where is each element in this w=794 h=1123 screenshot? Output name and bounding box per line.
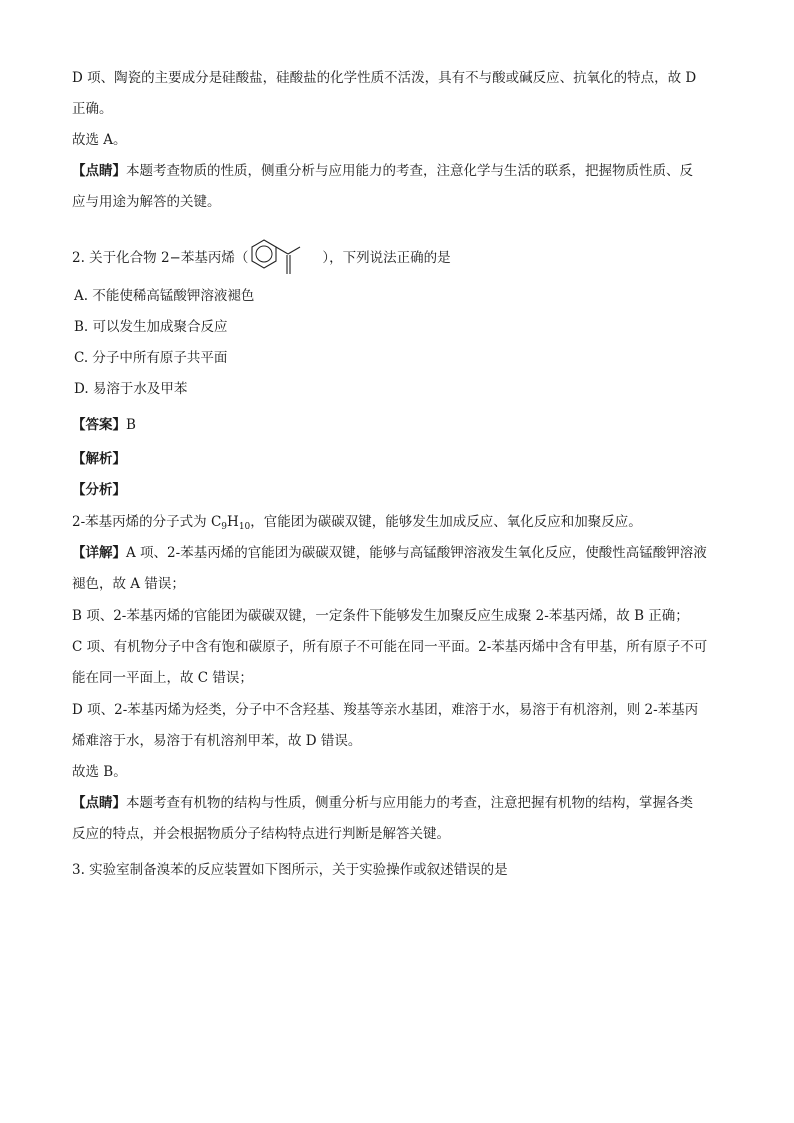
comment-tag: 【点睛】 [72,163,126,179]
q2-comment-line1 [72,793,693,813]
prev-choice: 故选 A。 [72,132,127,148]
q2-stem-before: 2. 关于化合物 2−苯基丙烯（ [72,250,249,266]
q2-detail-c-line1: C 项、有机物分子中含有饱和碳原子，所有原子不可能在同一平面。2-苯基丙烯中含有甲基，所有原子不可 [72,639,708,655]
detail-a-text: A 项、2-苯基丙烯的官能团为碳碳双键，能够与高锰酸钾溶液发生氧化反应，使酸性高锰酸钾溶液 [126,545,707,561]
q2-choice: 故选 B。 [72,764,127,780]
prev-d-explanation-line2: 正确。 [72,101,113,117]
detail-tag: 【详解】 [72,545,126,561]
comment-text: 本题考查物质的性质，侧重分析与应用能力的考查，注意化学与生活的联系，把握物质性质、反 [126,163,693,179]
q2-analysis-tag: 【解析】 [72,451,126,467]
prev-comment-line2: 应与用途为解答的关键。 [72,194,221,210]
q2-detail-d-line1: D 项、2-苯基丙烯为烃类，分子中不含羟基、羧基等亲水基团，难溶于水，易溶于有机溶剂，则 2-苯基丙 [72,702,699,718]
q2-stem-after: ），下列说法正确的是 [322,250,451,266]
prev-comment-line1 [72,161,693,181]
q2-fenxi-tag: 【分析】 [72,482,126,498]
q2-comment-tag: 【点睛】 [72,795,126,811]
q2-comment-text: 本题考查有机物的结构与性质，侧重分析与应用能力的考查，注意把握有机物的结构，掌握各类 [126,795,693,811]
formula-suffix: ，官能团为碳碳双键，能够发生加成反应、氧化反应和加聚反应。 [250,514,642,530]
q2-option-d: D. 易溶于水及甲苯 [74,381,188,397]
answer-tag: 【答案】 [72,417,126,433]
q2-option-c: C. 分子中所有原子共平面 [74,350,228,366]
formula-c: C [210,514,222,530]
q2-detail-b: B 项、2-苯基丙烯的官能团为碳碳双键，一定条件下能够发生加聚反应生成聚 2-苯基丙烯，故 B 正确； [72,608,689,624]
q2-comment-line2: 反应的特点，并会根据物质分子结构特点进行判断是解答关键。 [72,826,450,842]
answer-value: B [126,417,136,433]
prev-d-explanation-line1: D 项、陶瓷的主要成分是硅酸盐，硅酸盐的化学性质不活泼，具有不与酸或碱反应、抗氧化的特点，故 D [72,70,697,86]
bond-ring-to-c2 [276,247,288,254]
q2-answer [72,415,136,435]
formula-prefix: 2-苯基丙烯的分子式为 [72,514,211,530]
q3-stem: 3. 实验室制备溴苯的反应装置如下图所示，关于实验操作或叙述错误的是 [72,862,508,878]
q2-option-a: A. 不能使稀高锰酸钾溶液褪色 [74,288,255,304]
formula-h-sub: 10 [238,522,251,532]
formula-h: H [227,514,239,530]
q2-detail-d-line2: 烯难溶于水，易溶于有机溶剂甲苯，故 D 错误。 [72,733,362,749]
2-phenylpropene-structure [248,238,322,278]
q2-detail-a-line1 [72,543,707,563]
q2-detail-c-line2: 能在同一平面上，故 C 错误； [72,670,253,686]
bond-methyl [288,247,300,254]
q2-stem [72,238,451,278]
formula-c-sub: 9 [221,522,228,532]
q2-formula-line [72,512,642,532]
aromatic-circle [256,246,272,262]
q2-detail-a-line2: 褪色，故 A 错误； [72,576,185,592]
q2-option-b: B. 可以发生加成聚合反应 [74,319,228,335]
